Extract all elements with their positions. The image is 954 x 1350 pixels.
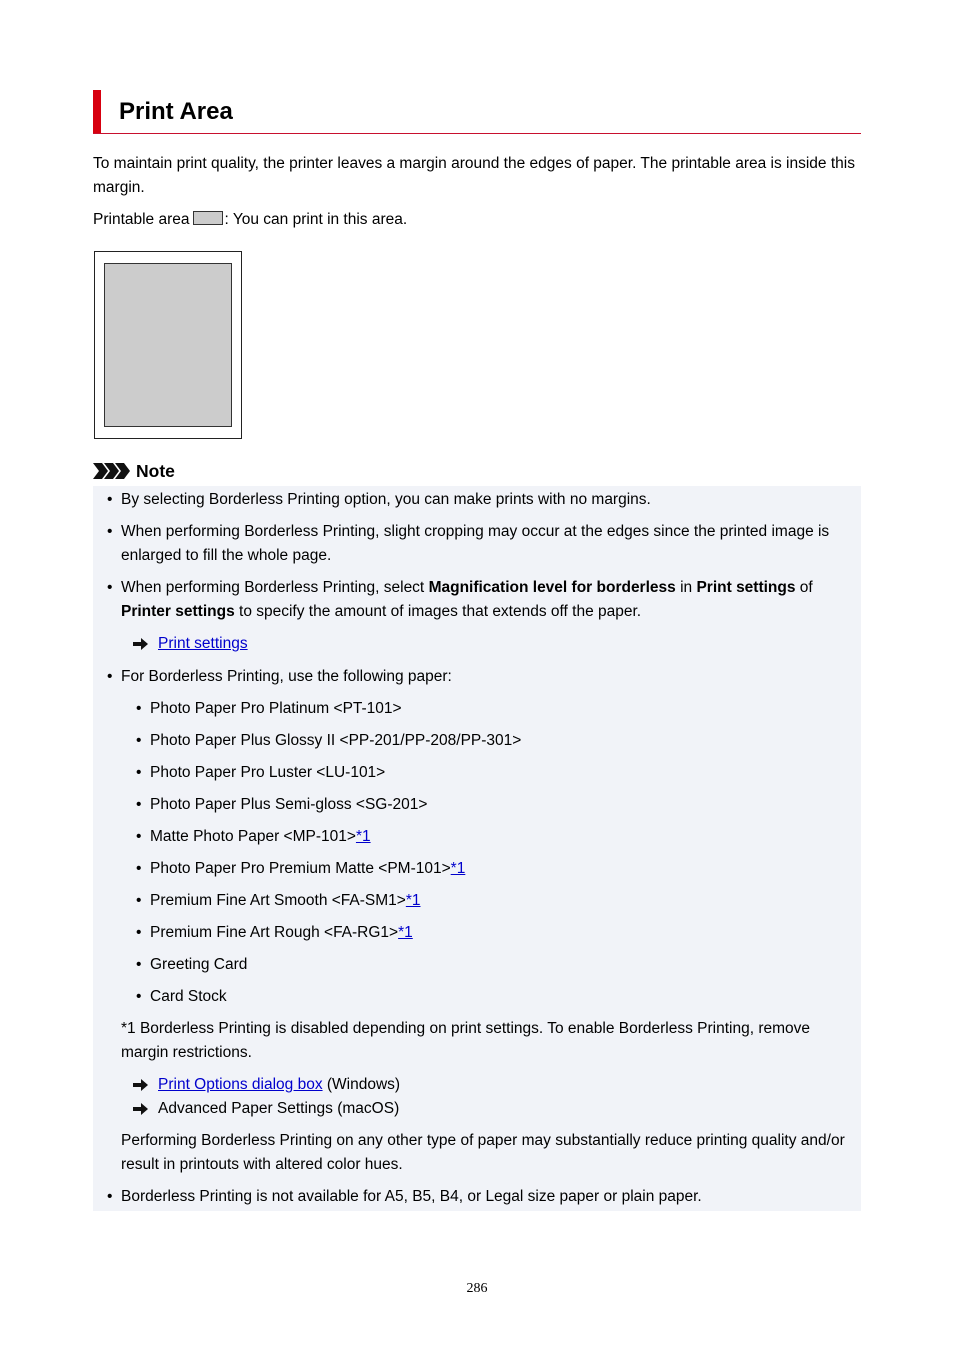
paper-list-item: • Greeting Card xyxy=(136,956,248,973)
footnote-ref-link[interactable]: *1 xyxy=(405,892,421,909)
note-chevrons-icon xyxy=(93,463,131,479)
page-number: 286 xyxy=(466,1281,488,1296)
paper-list-item: • Matte Photo Paper <MP-101>*1 xyxy=(136,828,371,845)
intro-text: To maintain print quality, the printer leaves a margin around the edges of paper. The printable area is inside this margin. xyxy=(93,155,855,196)
footnote-ref-link[interactable]: *1 xyxy=(450,860,466,877)
printable-area-description: : You can print in this area. xyxy=(224,211,408,228)
note-item: • Borderless Printing is not available for A5, B5, B4, or Legal size paper or plain paper. xyxy=(107,1188,702,1205)
footnote-text: *1 Borderless Printing is disabled depending on print settings. To enable Borderless Printing, remove margin restrictions. xyxy=(121,1020,811,1061)
arrow-right-icon xyxy=(133,1103,148,1115)
printable-area-diagram xyxy=(104,263,232,427)
paper-list-item: • Photo Paper Pro Premium Matte <PM-101>*1 xyxy=(136,860,466,877)
print-options-link-row: Print Options dialog box (Windows) xyxy=(133,1073,400,1097)
note-item: • By selecting Borderless Printing option, you can make prints with no margins. xyxy=(107,491,651,508)
paper-list-item: • Photo Paper Pro Platinum <PT-101> xyxy=(136,700,402,717)
printable-area-label: Printable area xyxy=(93,211,190,228)
note-header xyxy=(93,458,175,484)
note-title: Note xyxy=(136,460,175,481)
printable-area-swatch-icon xyxy=(193,211,223,225)
paper-list-item: • Photo Paper Plus Glossy II <PP-201/PP-208/PP-301> xyxy=(136,732,522,749)
paper-list-item: • Premium Fine Art Smooth <FA-SM1>*1 xyxy=(136,892,421,909)
paper-list-item: • Photo Paper Pro Luster <LU-101> xyxy=(136,764,386,781)
footnote-ref-link[interactable]: *1 xyxy=(355,828,371,845)
note-item: • When performing Borderless Printing, select Magnification level for borderless in Print settings of Printer settings to specify the amount of images that extends off the paper. xyxy=(107,579,813,620)
paper-list-item: • Card Stock xyxy=(136,988,227,1005)
printable-area-legend xyxy=(93,208,407,232)
print-settings-link[interactable]: Print settings xyxy=(158,635,248,652)
paper-diagram xyxy=(94,251,242,439)
paper-list-item: • Premium Fine Art Rough <FA-RG1>*1 xyxy=(136,924,413,941)
page-title: Print Area xyxy=(119,98,233,125)
print-settings-link-row xyxy=(133,632,248,656)
print-options-link[interactable]: Print Options dialog box xyxy=(158,1076,323,1093)
advanced-settings-row xyxy=(133,1097,399,1121)
advanced-paper-settings-text: Advanced Paper Settings (macOS) xyxy=(158,1100,400,1117)
arrow-right-icon xyxy=(133,1079,148,1091)
warning-text: Performing Borderless Printing on any other type of paper may substantially reduce printing quality and/or result in printouts with altered color hues. xyxy=(121,1132,845,1173)
note-item: • For Borderless Printing, use the following paper: xyxy=(107,668,452,685)
section-heading xyxy=(93,90,861,134)
page xyxy=(93,90,861,1205)
note-item: • When performing Borderless Printing, slight cropping may occur at the edges since the printed image is enlarged to fill the whole page. xyxy=(107,523,830,564)
paper-list-item: • Photo Paper Plus Semi-gloss <SG-201> xyxy=(136,796,428,813)
note-box xyxy=(93,486,861,1211)
heading-accent-bar xyxy=(93,90,101,133)
footnote-ref-link[interactable]: *1 xyxy=(398,924,413,941)
arrow-right-icon xyxy=(133,638,148,650)
